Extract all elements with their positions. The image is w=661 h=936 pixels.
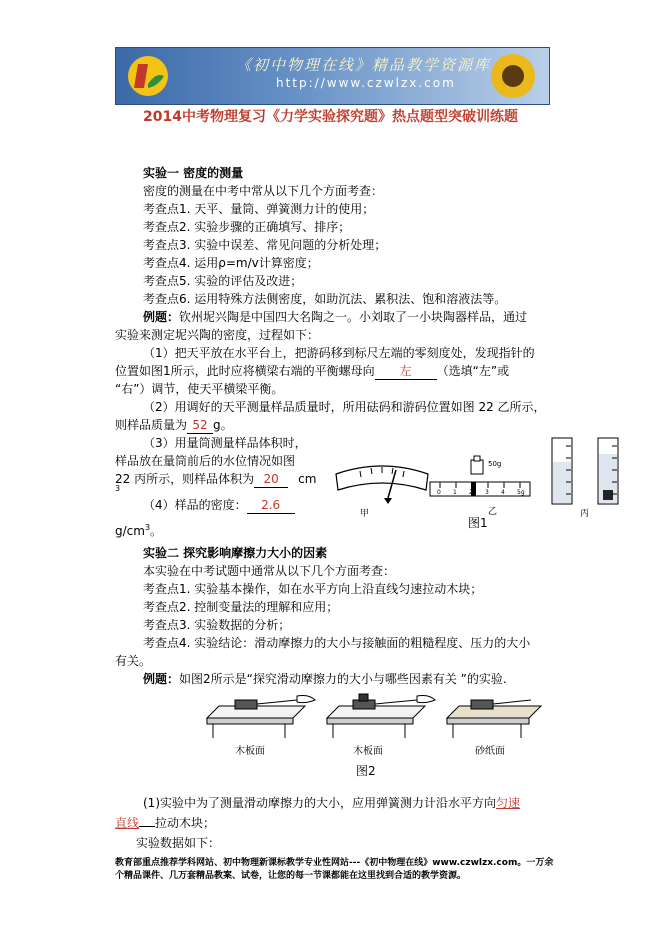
exp1-q2-line2: [115, 418, 233, 434]
exp2-q1-answer-b: 直线: [115, 816, 140, 830]
exp2-point-2: 考查点2. 控制变量法的理解和应用；: [143, 600, 339, 614]
document-title: 2014中考物理复习《力学实验探究题》热点题型突破训练题: [143, 109, 518, 125]
exp1-q1-line1: （1）把天平放在水平台上，把游码移到标尺左端的零刻度处，发现指针的: [143, 346, 535, 360]
q2-text: 则样品质量为: [115, 418, 188, 432]
q1-choice: （选填“左”或: [436, 364, 510, 378]
banner-title: 《初中物理在线》精品教学资源库: [236, 56, 492, 74]
banner-url[interactable]: http://www.czwlzx.com: [276, 76, 456, 90]
exp2-q1-answer-a: 匀速: [496, 796, 521, 810]
fig1-label-b: 乙: [488, 507, 498, 517]
q4-unit-sup: 3: [144, 523, 151, 532]
ruler-tick-1: 1: [453, 489, 457, 496]
surface-label-1: 木板面: [235, 746, 265, 757]
exp1-heading: 实验一 密度的测量: [143, 166, 244, 180]
q4-text: （4）样品的密度：: [143, 498, 247, 512]
surface-label-3: 砂纸面: [475, 746, 505, 757]
example2-label: 例题：: [143, 672, 180, 686]
exp1-intro: 密度的测量在中考中常从以下几个方面考查：: [143, 184, 384, 198]
figure-2-caption: 图2: [356, 764, 376, 778]
ruler-tick-4: 4: [501, 489, 505, 496]
graduated-cylinders: [552, 438, 618, 504]
example-label: 例题：: [143, 310, 180, 324]
q1-text: 位置如图1所示，此时应将横梁右端的平衡螺母向: [115, 364, 375, 378]
q1-answer: 左: [375, 364, 437, 380]
exp1-q4-line1: [143, 498, 295, 514]
balance-dial: [336, 466, 428, 504]
figure-1-caption: 图1: [468, 516, 488, 530]
exp2-intro: 本实验在中考试题中通常从以下几个方面考查：: [143, 564, 396, 578]
page-footer: [115, 857, 555, 883]
exp1-point-4: 考查点4. 运用ρ=m/v计算密度；: [143, 256, 319, 270]
q2-unit: g。: [213, 418, 233, 432]
q4-answer: 2.6: [247, 498, 295, 514]
exp1-point-1: 考查点1. 天平、量筒、弹簧测力计的使用；: [143, 202, 375, 216]
exp2-q1-text: (1)实验中为了测量滑动摩擦力的大小，应用弹簧测力计沿水平方向: [143, 796, 497, 810]
q3-unit: cm: [298, 472, 317, 486]
q4-end: 。: [150, 524, 163, 538]
exp2-point-1: 考查点1. 实验基本操作，如在水平方向上沿直线匀速拉动木块；: [143, 582, 483, 596]
exp1-q4-line2: [115, 520, 162, 539]
ruler-tick-5: 5g: [517, 489, 525, 496]
fig1-label-a: 甲: [360, 509, 370, 519]
figure-2: [205, 692, 545, 762]
exp1-q3-line3: [115, 472, 316, 488]
figure-1: [330, 432, 630, 522]
exp1-example: [143, 310, 527, 325]
exp1-point-3: 考查点3. 实验中误差、常见问题的分析处理；: [143, 238, 387, 252]
q3-unit-sup: 3: [115, 484, 121, 493]
fig1-label-c: 丙: [580, 509, 590, 519]
exp2-example: [143, 672, 507, 687]
exp2-point-3: 考查点3. 实验数据的分析；: [143, 618, 291, 632]
footer-line-1: 教育部重点推荐学科网站、初中物理新课标教学专业性网站---《初中物理在线》www.czwlzx.com。一万余: [115, 858, 554, 868]
exp1-q1-line2: [115, 364, 509, 380]
exp2-q1-end: 拉动木块；: [155, 816, 216, 830]
exp1-q3-line2: 样品放在量筒前后的水位情况如图: [115, 454, 296, 468]
exp2-q1-line2: [115, 816, 215, 831]
exp2-q1-line1: [143, 796, 520, 811]
exp2-data-label: 实验数据如下：: [136, 836, 221, 850]
q2-answer: 52: [187, 418, 213, 434]
exp1-point-2: 考查点2. 实验步骤的正确填写、排序；: [143, 220, 351, 234]
q3-answer: 20: [254, 472, 288, 488]
weights-and-ruler: [430, 456, 530, 496]
site-logo-icon: [126, 54, 170, 98]
site-banner: [115, 47, 550, 105]
exp2-q1-blank: [139, 826, 155, 827]
sunflower-icon: [483, 50, 543, 102]
ruler-tick-3: 3: [485, 489, 489, 496]
q3-text: 22 丙所示，则样品体积为: [115, 472, 255, 486]
exp1-point-5: 考查点5. 实验的评估及改进；: [143, 274, 303, 288]
footer-line-2: 个精品课件、几万套精品教案、试卷，让您的每一节课都能在这里找到合适的教学资源。: [115, 871, 467, 881]
exp2-heading: 实验二 探究影响摩擦力大小的因素: [143, 546, 328, 560]
friction-setup-2: [327, 694, 435, 738]
ruler-tick-0: 0: [437, 489, 441, 496]
q4-unit: g/cm: [115, 524, 145, 538]
exp1-q2-line1: （2）用调好的天平测量样品质量时，所用砝码和游码位置如图 22 乙所示，: [143, 400, 546, 414]
fig1-weight-label: 50g: [488, 460, 502, 468]
friction-setup-1: [207, 696, 315, 739]
exp2-point-4: 考查点4. 实验结论：滑动摩擦力的大小与接触面的粗糙程度、压力的大小: [143, 636, 531, 650]
exp1-example-cont: 实验来测定坭兴陶的密度，过程如下：: [115, 328, 320, 342]
exp1-q1-line3: “右”）调节，使天平横梁平衡。: [115, 382, 284, 396]
friction-setup-3: [447, 700, 541, 738]
ruler-tick-2: 2: [469, 489, 473, 496]
exp1-point-6: 考查点6. 运用特殊方法侧密度，如助沉法、累积法、饱和溶液法等。: [143, 292, 507, 306]
exp2-point-4-cont: 有关。: [115, 654, 152, 668]
surface-label-2: 木板面: [353, 746, 383, 757]
example2-text: 如图2所示是“探究滑动摩擦力的大小与哪些因素有关 ”的实验.: [179, 672, 507, 686]
exp1-q3-line1: （3）用量筒测量样品体积时，: [143, 436, 307, 450]
example-text: 钦州坭兴陶是中国四大名陶之一。小刘取了一小块陶器样品，通过: [179, 310, 528, 324]
